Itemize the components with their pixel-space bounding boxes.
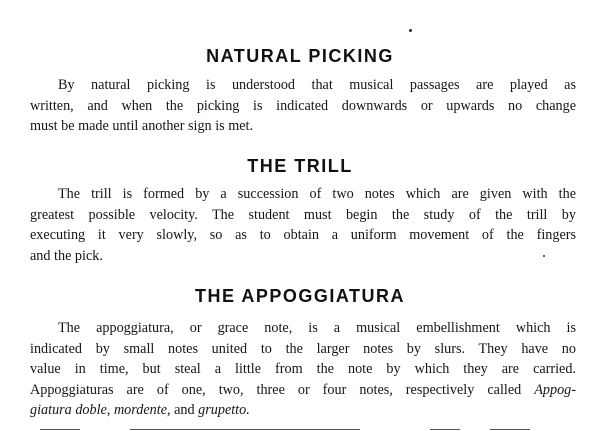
paragraph-the-trill [30, 184, 576, 266]
text-line: and the pick. [30, 247, 103, 264]
page-edge-rule [490, 429, 530, 430]
paragraph-natural-picking [30, 75, 576, 137]
section-heading-the-appoggiatura: THE APPOGGIATURA [194, 286, 405, 306]
text-line: The appoggiatura, or grace note, is a musical embellishment which is [58, 320, 576, 336]
text-run: and [170, 402, 199, 419]
paragraph-the-appoggiatura [30, 318, 576, 421]
section-heading-natural-picking: NATURAL PICKING [206, 46, 394, 66]
text-line: By natural picking is understood that musical passages are played as [58, 77, 576, 93]
text-line: executing it very slowly, so as to obtain a uniform movement of the fingers [30, 227, 576, 244]
italic-term: Appog- [534, 381, 576, 398]
text-line: written, and when the picking is indicated downwards or upwards no change [30, 97, 576, 114]
italic-term: giatura doble, mordente, [30, 402, 171, 419]
text-line: greatest possible velocity. The student must begin the study of the trill by [30, 206, 576, 223]
italic-term: grupetto. [198, 402, 250, 419]
text-line: indicated by small notes united to the larger notes by slurs. They have no [30, 340, 576, 357]
page-edge-rule [130, 429, 360, 430]
text-line: The trill is formed by a succession of two notes which are given with the [58, 186, 576, 202]
text-line [30, 380, 576, 401]
page-edge-rule [40, 429, 80, 430]
section-heading-the-trill: THE TRILL [247, 156, 353, 176]
text-run: Appoggiaturas are of one, two, three or four notes, respectively called [30, 381, 522, 398]
text-line: value in time, but steal a little from the note by which they are carried. [30, 361, 576, 378]
ink-speck [409, 29, 412, 32]
text-line: must be made until another sign is met. [30, 118, 254, 135]
page-edge-rule [430, 429, 460, 430]
text-line [30, 400, 576, 421]
